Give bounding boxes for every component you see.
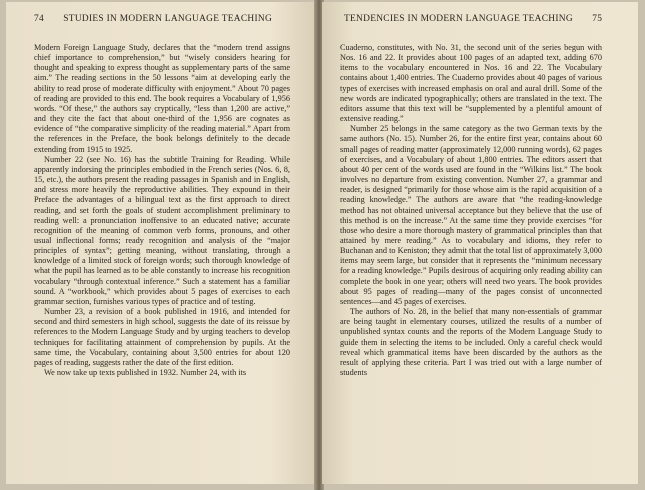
left-paragraph-4: We now take up texts published in 1932. Number 24, with its bbox=[44, 368, 247, 377]
left-page-number: 74 bbox=[34, 14, 44, 24]
left-text-block bbox=[34, 43, 290, 378]
left-paragraph-1: Modern Foreign Language Study, declares that the “modern trend assigns chief importance to comprehension,” but “wisely considers hearing for thought and speaking to express thought as supplementary parts of the same aim.” The reading sections in the 50 lessons “aim at developing early the ability to read prose of moderate difficulty with enjoyment.” About 70 pages of reading are provided to this end. The book requires a Vocabulary of 1,956 words. “Of these,” the authors say cryptically, “less than 1,200 are active,” and they cite the fact that about one-third of the 1,956 are cognates as evidence of “the comparative simplicity of the reading material.” Apart from the references in the Preface, the book belongs definitely to the decade extending from 1915 to 1925. bbox=[34, 43, 290, 154]
right-paragraph-2: Number 25 belongs in the same category as the two German texts by the same authors (No. 15). Number 26, for the entire first year, contains about 60 small pages of reading matter (approximately 12,000 running words), 62 pages of exercises, and a Vocabulary of about 1,800 entries. The editors assert that about 40 per cent of the words used are found in the “Wilkins list.” The book involves no departure from existing convention. Number 27, a grammar and reader, is designed “primarily for those whose aim is the rapid acquisition of a reading knowledge.” The authors are aware that “the reading-knowledge method has not obtained universal acceptance but they believe that the use of this method is on the increase.” At the same time they provide exercises “for those who desire a more thorough mastery of grammatical principles than that attained by mere reading.” As to vocabulary and idioms, they refer to Buchanan and to Keniston; they admit that the total list of approximately 3,000 items may seem large, but consider that it represents the “minimum necessary for a reading knowledge.” Pupils desirous of acquiring only reading ability can complete the book in one year; others will need two years. The book provides about 95 pages of reading—many of the pages consist of unconnected sentences—and 45 pages of exercises. bbox=[340, 124, 602, 306]
right-paragraph-1: Cuaderno, constitutes, with No. 31, the second unit of the series begun with Nos. 16 and 22. It provides about 100 pages of an adapted text, adding 670 items to the vocabulary encountered in Nos. 16 and 22. The Vocabulary contains about 1,400 entries. The Cuaderno provides about 40 pages of various types of exercises with increased emphasis on oral and aural drill. Some of the new words are indicated typographically; others are translated in the text. The editors assume that this text will be “supplemented by a plentiful amount of extensive reading.” bbox=[340, 43, 602, 124]
right-running-title: TENDENCIES IN MODERN LANGUAGE TEACHING bbox=[344, 14, 573, 24]
right-page-number: 75 bbox=[592, 14, 603, 24]
right-running-head bbox=[344, 14, 602, 24]
left-running-head bbox=[34, 14, 272, 24]
left-page bbox=[6, 2, 316, 484]
left-paragraph-2: Number 22 (see No. 16) has the subtitle Training for Reading. While apparently indorsing the principles embodied in the French series (Nos. 6, 8, 15, etc.), the authors present the reading passages in Spanish and in English, and stress more heavily the reproductive abilities. They expound in their Preface the advantages of a bilingual text as the first approach to direct reading, and set forth the goals of student accomplishment preliminary to reading well: a pronunciation inoffensive to an educated native; accurate recognition of the meaning of common verb forms, pronouns, and other usual inflectional forms; ready recognition and analysis of the “major principles of syntax”; getting meaning, without translating, through a knowledge of a limited stock of foreign words; such thorough knowledge of what the pupil has learned as to be able constantly to increase his recognition vocabulary “through contextual inference.” Such a statement has a familiar sound. A “workbook,” which provides about 5 pages of exercises to each grammar section, furnishes various types of practice and of testing. bbox=[34, 154, 290, 306]
right-paragraph-3: The authors of No. 28, in the belief that many non-essentials of grammar are being taught in elementary courses, utilized the results of a number of unpublished syntax counts and the reports of the Modern Language Study to guide them in selecting the items to be included. Only a careful check would reveal which grammatical items have been discarded by the authors as the result of applying these criteria. Part I was tried out with a large number of students bbox=[340, 307, 602, 377]
left-paragraph-3: Number 23, a revision of a book published in 1916, and intended for second and third semesters in high school, suggests the date of its reissue by references to the Modern Language Study and by urging teachers to develop techniques for facilitating attainment of comprehension by pupils. At the same time, the Vocabulary, containing about 3,500 entries for about 120 pages of reading, suggests rather the date of the first edition. bbox=[34, 307, 290, 367]
left-running-title: STUDIES IN MODERN LANGUAGE TEACHING bbox=[63, 14, 273, 24]
right-text-block bbox=[340, 43, 602, 378]
right-page bbox=[322, 2, 638, 484]
